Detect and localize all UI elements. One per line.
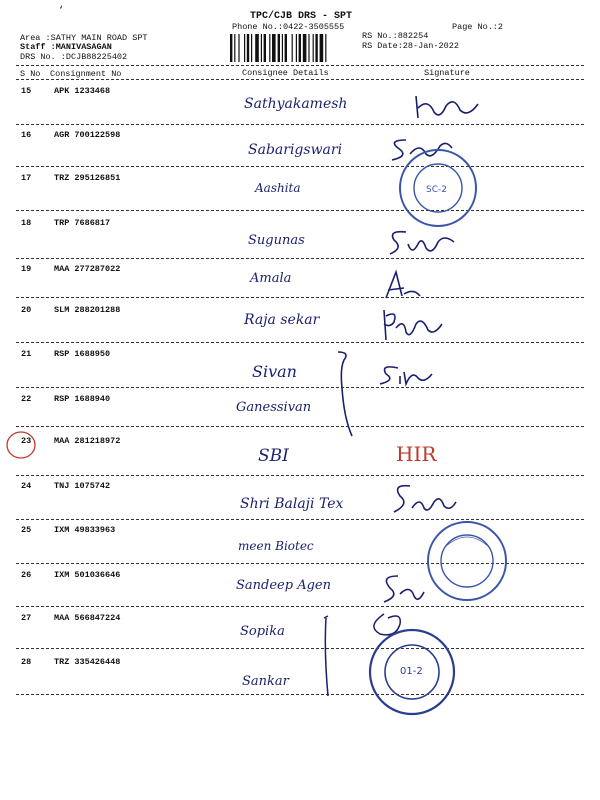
row-consignee: Ganessivan	[236, 400, 312, 415]
row-divider	[16, 210, 584, 211]
row-sno: 27	[21, 613, 32, 623]
row-consignment: TNJ 1075742	[54, 481, 111, 491]
row-consignee: SBI	[258, 446, 289, 466]
row-consignment: IXM 501036646	[54, 570, 121, 580]
row-sno: 15	[21, 86, 32, 96]
row-sno: 19	[21, 264, 32, 274]
row-sno: 18	[21, 218, 32, 228]
row-consignee: Sathyakamesh	[244, 96, 348, 112]
area-field: Area :SATHY MAIN ROAD SPT	[20, 33, 148, 43]
signature-row-19	[374, 268, 424, 302]
rs-number: RS No.:882254	[362, 31, 429, 41]
signature-row-15	[410, 92, 482, 124]
svg-text:01-2: 01-2	[400, 666, 423, 677]
row-divider	[16, 694, 584, 695]
row-consignment: TRZ 335426448	[54, 657, 121, 667]
row-consignee: meen Biotec	[238, 539, 314, 553]
row-divider	[16, 124, 584, 125]
row-consignment: RSP 1688950	[54, 349, 111, 359]
signature-row-24	[388, 480, 458, 520]
row-divider	[16, 166, 584, 167]
row-sno: 16	[21, 130, 32, 140]
row-divider	[16, 387, 584, 388]
row-23-red-initials: HIR	[396, 442, 437, 466]
company-stamp-row-25	[424, 518, 510, 604]
row-sno: 25	[21, 525, 32, 535]
svg-text:SC-2: SC-2	[426, 185, 447, 195]
row-consignment: MAA 566847224	[54, 613, 121, 623]
signature-row-27-28-line	[318, 612, 338, 698]
row-divider	[16, 648, 584, 649]
row-divider	[16, 297, 584, 298]
col-header-signature: Signature	[424, 68, 470, 78]
company-stamp-row-17	[396, 146, 480, 230]
staff-field: Staff :MANIVASAGAN	[20, 42, 112, 52]
row-divider	[16, 475, 584, 476]
row-consignment: AGR 700122598	[54, 130, 121, 140]
signature-row-21-22	[328, 348, 438, 438]
row-divider	[16, 342, 584, 343]
corner-mark: ‘	[58, 6, 65, 17]
col-header-consignee: Consignee Details	[242, 68, 329, 78]
row-consignment: RSP 1688940	[54, 394, 111, 404]
row-consignment: SLM 288201288	[54, 305, 121, 315]
row-consignee: Sandeep Agen	[236, 578, 331, 593]
hand-drawn-circle-mark	[4, 428, 38, 462]
row-divider	[16, 426, 584, 427]
row-consignment: APK 1233468	[54, 86, 111, 96]
row-consignee: Amala	[250, 271, 292, 286]
row-sno: 23	[21, 436, 32, 446]
col-header-consignment: Consignment No	[50, 69, 122, 79]
row-consignee: Shri Balaji Tex	[240, 496, 344, 512]
row-consignment: MAA 281218972	[54, 436, 121, 446]
document-title: TPC/CJB DRS - SPT	[250, 11, 353, 22]
col-header-sno: S No	[20, 69, 41, 79]
rs-date: RS Date:28-Jan-2022	[362, 41, 459, 51]
row-consignee: Sankar	[242, 674, 289, 689]
row-sno: 28	[21, 657, 32, 667]
row-sno: 26	[21, 570, 32, 580]
row-consignee: Sugunas	[248, 233, 305, 248]
row-consignee: Aashita	[255, 181, 301, 195]
header-divider-top	[16, 65, 584, 66]
signature-row-20	[374, 306, 444, 344]
row-consignee: Sivan	[252, 362, 297, 381]
row-consignment: TRZ 295126851	[54, 173, 121, 183]
row-consignment: IXM 49833963	[54, 525, 116, 535]
row-sno: 17	[21, 173, 32, 183]
row-sno: 24	[21, 481, 32, 491]
row-sno: 22	[21, 394, 32, 404]
row-consignee: Raja sekar	[244, 312, 320, 328]
drs-number: DRS No. :DCJB88225402	[20, 52, 128, 62]
row-divider	[16, 258, 584, 259]
row-consignee: Sabarigswari	[248, 142, 343, 158]
row-sno: 21	[21, 349, 32, 359]
row-sno: 20	[21, 305, 32, 315]
phone-number: Phone No.:0422-3505555	[232, 22, 345, 32]
signature-row-18	[384, 226, 456, 260]
barcode	[230, 34, 356, 62]
page-number: Page No.:2	[452, 22, 504, 32]
row-divider	[16, 606, 584, 607]
header-divider-bottom	[16, 79, 584, 80]
row-consignment: TRP 7686817	[54, 218, 111, 228]
row-consignee: Sopika	[240, 624, 285, 639]
row-consignment: MAA 277287022	[54, 264, 121, 274]
company-stamp-row-28	[366, 626, 458, 718]
